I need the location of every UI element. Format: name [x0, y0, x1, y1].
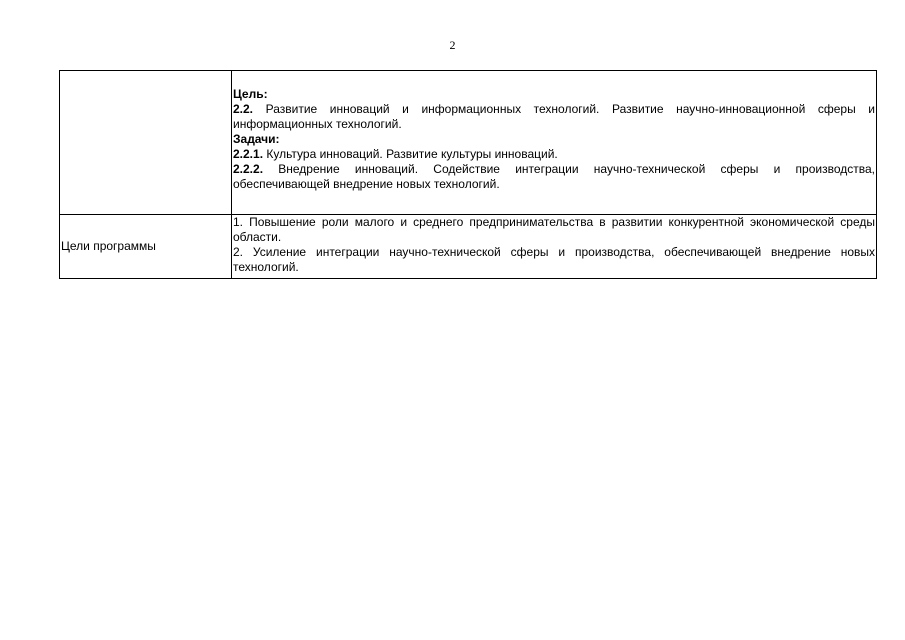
program-table — [59, 70, 877, 279]
content-cell — [232, 71, 877, 215]
goal-text: Развитие инноваций и информационных технологий. Развитие научно-инновационной сферы и информационных технологий. — [233, 102, 875, 131]
task-number: 2.2.1. — [233, 147, 264, 161]
tasks-heading: Задачи: — [233, 132, 280, 146]
table-row — [60, 215, 877, 279]
label-cell — [60, 71, 232, 215]
goal-number: 2.2. — [233, 102, 254, 116]
program-goal-item: 1. Повышение роли малого и среднего предпринимательства в развитии конкурентной экономической среды области. — [233, 215, 875, 244]
goal-heading: Цель: — [233, 87, 268, 101]
goal-paragraph — [233, 102, 875, 132]
task-number: 2.2.2. — [233, 162, 264, 176]
task-item — [233, 147, 875, 162]
task-text: Внедрение инноваций. Содействие интеграции научно-технической сферы и производства, обеспечивающей внедрение новых технологий. — [233, 162, 875, 191]
table-row — [60, 71, 877, 215]
label-cell: Цели программы — [60, 215, 232, 279]
program-goal-item: 2. Усиление интеграции научно-технической сферы и производства, обеспечивающей внедрение новых технологий. — [233, 245, 875, 274]
task-item — [233, 162, 875, 192]
page-number: 2 — [449, 38, 456, 52]
task-text: Культура инноваций. Развитие культуры инноваций. — [263, 147, 558, 161]
content-cell — [232, 215, 877, 279]
